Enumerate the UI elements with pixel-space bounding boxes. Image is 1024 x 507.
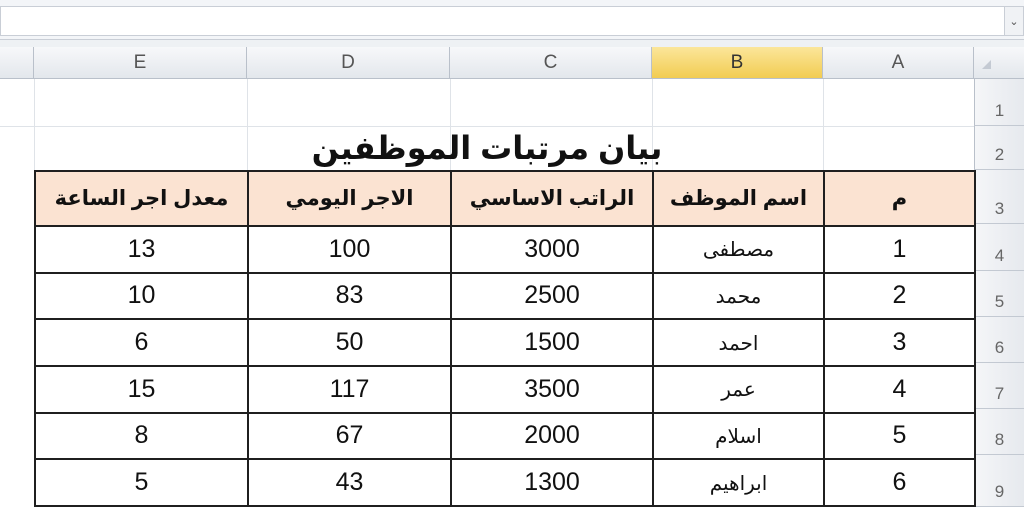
select-all-icon [982,60,991,69]
row-header-6[interactable]: 6 [974,317,1024,363]
cell-employee-name[interactable]: مصطفى [653,226,824,273]
cell-basic-salary[interactable]: 3500 [451,366,653,413]
cell-hourly-rate[interactable]: 10 [35,273,248,320]
cell-daily-wage[interactable]: 117 [248,366,451,413]
cell-daily-wage[interactable]: 67 [248,413,451,460]
row-header-2[interactable]: 2 [974,126,1024,170]
header-number[interactable]: م [824,171,975,226]
cell-employee-name[interactable]: محمد [653,273,824,320]
chevron-down-icon[interactable]: ⌄ [1004,6,1024,36]
cell-daily-wage[interactable]: 43 [248,459,451,506]
formula-input[interactable] [0,6,1006,36]
cell-basic-salary[interactable]: 1500 [451,319,653,366]
cell-number[interactable]: 3 [824,319,975,366]
row-header-7[interactable]: 7 [974,363,1024,409]
column-header-d[interactable]: D [247,47,450,79]
cell-hourly-rate[interactable]: 8 [35,413,248,460]
cell-daily-wage[interactable]: 83 [248,273,451,320]
cell-employee-name[interactable]: احمد [653,319,824,366]
cell-basic-salary[interactable]: 1300 [451,459,653,506]
table-row [35,273,975,320]
cell-hourly-rate[interactable]: 15 [35,366,248,413]
table-header-row [35,171,975,226]
cell-basic-salary[interactable]: 2000 [451,413,653,460]
cell-hourly-rate[interactable]: 6 [35,319,248,366]
cell-hourly-rate[interactable]: 13 [35,226,248,273]
column-header-partial[interactable] [0,47,34,79]
cell-number[interactable]: 4 [824,366,975,413]
cell-employee-name[interactable]: اسلام [653,413,824,460]
table-row [35,226,975,273]
cell-number[interactable]: 6 [824,459,975,506]
row-header-9[interactable]: 9 [974,455,1024,507]
cell-daily-wage[interactable]: 50 [248,319,451,366]
cell-employee-name[interactable]: عمر [653,366,824,413]
cell-basic-salary[interactable]: 2500 [451,273,653,320]
cell-number[interactable]: 2 [824,273,975,320]
row-header-8[interactable]: 8 [974,409,1024,455]
header-hourly-rate[interactable]: معدل اجر الساعة [35,171,248,226]
cell-daily-wage[interactable]: 100 [248,226,451,273]
cell-basic-salary[interactable]: 3000 [451,226,653,273]
header-basic-salary[interactable]: الراتب الاساسي [451,171,653,226]
row-header-3[interactable]: 3 [974,170,1024,224]
sheet-title[interactable]: بيان مرتبات الموظفين [311,130,663,166]
table-row [35,319,975,366]
column-header-e[interactable]: E [34,47,247,79]
column-header-b[interactable]: B [652,47,823,79]
cell-number[interactable]: 5 [824,413,975,460]
row-header-4[interactable]: 4 [974,224,1024,271]
table-row [35,413,975,460]
header-employee-name[interactable]: اسم الموظف [653,171,824,226]
table-row [35,366,975,413]
cell-hourly-rate[interactable]: 5 [35,459,248,506]
salary-table [34,170,976,507]
cell-employee-name[interactable]: ابراهيم [653,459,824,506]
table-row [35,459,975,506]
column-header-c[interactable]: C [450,47,652,79]
row-header-5[interactable]: 5 [974,271,1024,317]
row-header-1[interactable]: 1 [974,79,1024,126]
header-daily-wage[interactable]: الاجر اليومي [248,171,451,226]
cell-number[interactable]: 1 [824,226,975,273]
column-header-a[interactable]: A [823,47,974,79]
